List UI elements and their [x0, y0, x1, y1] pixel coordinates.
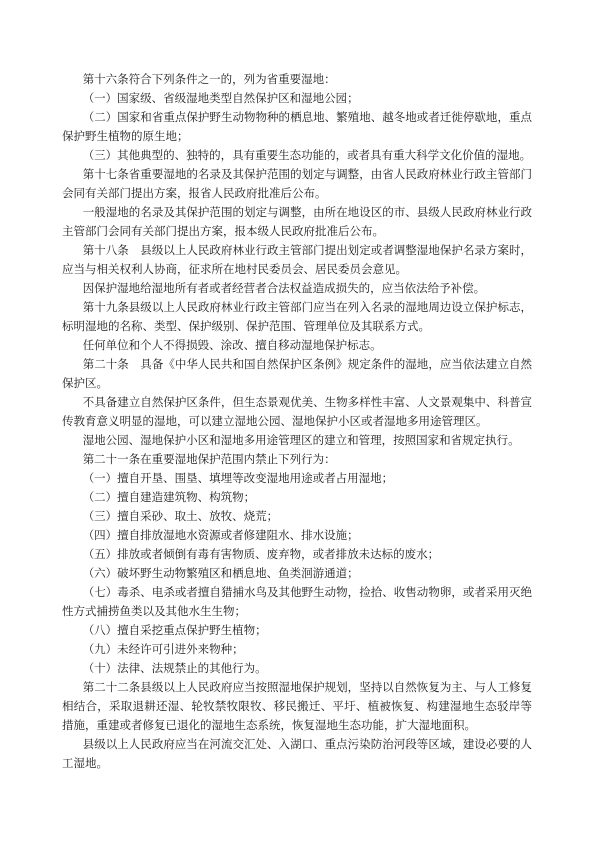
- paragraph-item-21-8: （八）擅自采挖重点保护野生植物；: [82, 623, 267, 637]
- document-body: [62, 70, 532, 773]
- paragraph-article-17: 第十七条省重要湿地的名录及其保护范围的划定与调整，由省人民政府林业行政主管部门会同有关部门提出方案，报省人民政府批准后公布。: [62, 167, 532, 200]
- paragraph-article-19-signs: 任何单位和个人不得损毁、涂改、擅自移动湿地保护标志。: [82, 338, 382, 352]
- paragraph-article-20-management: 湿地公园、湿地保护小区和湿地多用途管理区的建立和管理，按照国家和省规定执行。: [82, 433, 520, 447]
- paragraph-item-21-4: （四）擅自排放湿地水资源或者修建阻水、排水设施；: [82, 528, 359, 542]
- paragraph-article-16: 第十六条符合下列条件之一的，列为省重要湿地：: [82, 72, 336, 86]
- paragraph-item-16-3: （三）其他典型的、独特的，具有重要生态功能的，或者具有重大科学文化价值的湿地。: [82, 148, 532, 162]
- paragraph-item-21-5: （五）排放或者倾倒有毒有害物质、废弃物，或者排放未达标的废水；: [82, 547, 440, 561]
- paragraph-article-17-general: 一般湿地的名录及其保护范围的划定与调整，由所在地设区的市、县级人民政府林业行政主管部门会同有关部门提出方案，报本级人民政府批准后公布。: [62, 205, 532, 238]
- paragraph-item-16-1: （一）国家级、省级湿地类型自然保护区和湿地公园；: [82, 91, 359, 105]
- paragraph-item-16-2: （二）国家和省重点保护野生动物物种的栖息地、繁殖地、越冬地或者迁徙停歇地，重点保护野生植物的原生地；: [62, 110, 532, 143]
- paragraph-item-21-9: （九）未经许可引进外来物种；: [82, 642, 244, 656]
- paragraph-article-22: 第二十二条县级以上人民政府应当按照湿地保护规划，坚持以自然恢复为主、与人工修复相结合，采取退耕还湿、轮牧禁牧限牧、移民搬迁、平圩、植被恢复、构建湿地生态驳岸等措施，重建或者修复已退化的湿地生态系统，恢复湿地生态功能，扩大湿地面积。: [62, 680, 532, 732]
- paragraph-article-18: 第十八条 县级以上人民政府林业行政主管部门提出划定或者调整湿地保护名录方案时，应当与相关权利人协商，征求所在地村民委员会、居民委员会意见。: [62, 243, 532, 276]
- paragraph-article-22-artificial: 县级以上人民政府应当在河流交汇处、入湖口、重点污染防治河段等区域，建设必要的人工湿地。: [62, 737, 532, 770]
- paragraph-article-21: 第二十一条在重要湿地保护范围内禁止下列行为：: [82, 452, 336, 466]
- paragraph-article-20-parks: 不具备建立自然保护区条件，但生态景观优美、生物多样性丰富、人文景观集中、科普宣传教育意义明显的湿地，可以建立湿地公园、湿地保护小区或者湿地多用途管理区。: [62, 395, 532, 428]
- paragraph-article-18-compensation: 因保护湿地给湿地所有者或者经营者合法权益造成损失的，应当依法给予补偿。: [82, 281, 486, 295]
- paragraph-article-19: 第十九条县级以上人民政府林业行政主管部门应当在列入名录的湿地周边设立保护标志，标明湿地的名称、类型、保护级别、保护范围、管理单位及其联系方式。: [62, 300, 532, 333]
- paragraph-item-21-2: （二）擅自建造建筑物、构筑物；: [82, 490, 256, 504]
- paragraph-item-21-6: （六）破坏野生动物繁殖区和栖息地、鱼类洄游通道；: [82, 566, 359, 580]
- paragraph-item-21-10: （十）法律、法规禁止的其他行为。: [82, 661, 267, 675]
- paragraph-item-21-1: （一）擅自开垦、围垦、填埋等改变湿地用途或者占用湿地；: [82, 471, 394, 485]
- paragraph-item-21-7: （七）毒杀、电杀或者擅自猎捕水鸟及其他野生动物，捡拾、收售动物卵，或者采用灭绝性方式捕捞鱼类以及其他水生生物；: [62, 585, 532, 618]
- paragraph-item-21-3: （三）擅自采砂、取土、放牧、烧荒；: [82, 509, 279, 523]
- paragraph-article-20: 第二十条 具备《中华人民共和国自然保护区条例》规定条件的湿地，应当依法建立自然保护区。: [62, 357, 532, 390]
